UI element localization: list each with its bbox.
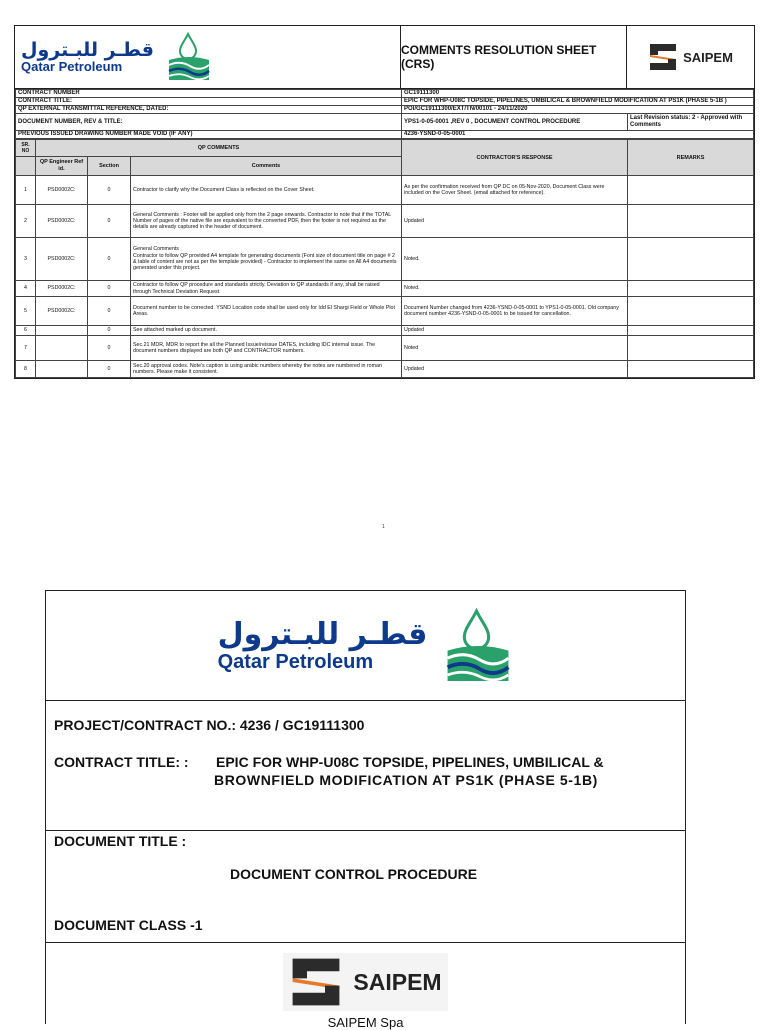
header-blank [16, 157, 36, 176]
row-remarks [628, 176, 754, 205]
row-response: Noted. [402, 281, 628, 297]
info-label: CONTRACT TITLE: [16, 98, 402, 106]
cover-sheet [45, 590, 686, 1030]
row-section: 0 [88, 336, 131, 361]
contract-title-label: CONTRACT TITLE: : [54, 754, 189, 770]
row-engineer-ref: PSD0002C: [36, 297, 88, 326]
row-remarks [628, 297, 754, 326]
row-section: 0 [88, 205, 131, 238]
cover-saipem-section [46, 943, 685, 1030]
row-response: Updated [402, 361, 628, 378]
row-response: Document Number changed from 4236-YSND-0-05-0001 to YPS1-0-05-0001. Old company document number 4236-YSND-0-05-0001 to be issued for cancellation. [402, 297, 628, 326]
info-label: CONTRACT NUMBER [16, 90, 402, 98]
document-class: DOCUMENT CLASS -1 [54, 917, 203, 933]
row-number: 7 [16, 336, 36, 361]
saipem-logo-text: SAIPEM [683, 49, 733, 65]
info-value: 4236-YSND-0-05-0001 [402, 131, 754, 139]
saipem-logo [283, 953, 447, 1011]
header-engineer-ref: QP Engineer Ref id. [36, 157, 88, 176]
row-engineer-ref: PSD0002C: [36, 281, 88, 297]
row-number: 3 [16, 238, 36, 281]
cover-document-section [46, 831, 685, 943]
header-sr-no: SR. NO [16, 140, 36, 157]
info-value: GC19111300 [402, 90, 754, 98]
document-title: DOCUMENT CONTROL PROCEDURE [230, 866, 478, 882]
row-section: 0 [88, 297, 131, 326]
crs-title: COMMENTS RESOLUTION SHEET (CRS) [401, 26, 627, 88]
project-contract-number: PROJECT/CONTRACT NO.: 4236 / GC19111300 [54, 717, 365, 733]
row-response: Noted. [402, 238, 628, 281]
row-comment: General Comments Contractor to follow QP provided A4 template for generating documents (Font size of document title on page # 2 & table of content are not as per the template provided) - Contractor to implement the same on All A4 documents generated under this project. [131, 238, 402, 281]
row-engineer-ref [36, 361, 88, 378]
row-remarks [628, 361, 754, 378]
row-number: 2 [16, 205, 36, 238]
qatar-petroleum-logo [21, 32, 212, 82]
row-response: As per the confirmation received from QP DC on 05-Nov-2020, Document Class were included on the Cover Sheet. (email attached for reference). [402, 176, 628, 205]
qp-logo-arabic: قطـر للبـترول [21, 39, 154, 61]
row-comment: Document number to be corrected. YSND Location code shall be used only for Idd El Shargi Field or Whole Plot Areas. [131, 297, 402, 326]
row-engineer-ref: PSD0002C: [36, 176, 88, 205]
revision-status: Last Revision status: 2 - Approved with Comments [628, 114, 754, 131]
row-comment: Contractor to follow QP procedure and standards strictly. Deviation to QP standards if any, shall be raised through Technical Deviation Request [131, 281, 402, 297]
row-section: 0 [88, 238, 131, 281]
info-row-document [16, 114, 754, 131]
row-remarks [628, 238, 754, 281]
row-response: Noted [402, 336, 628, 361]
qp-drop-wave-icon [443, 607, 513, 685]
row-engineer-ref [36, 336, 88, 361]
document-title-label: DOCUMENT TITLE : [54, 833, 187, 849]
row-engineer-ref [36, 326, 88, 336]
row-section: 0 [88, 176, 131, 205]
info-label: PREVIOUS ISSUED DRAWING NUMBER MADE VOID (IF ANY) [16, 131, 402, 139]
table-row [16, 326, 754, 336]
row-number: 6 [16, 326, 36, 336]
row-engineer-ref: PSD0002C: [36, 238, 88, 281]
table-row [16, 297, 754, 326]
row-section: 0 [88, 326, 131, 336]
row-response: Updated [402, 205, 628, 238]
info-row-transmittal [16, 106, 754, 114]
info-row-previous-drawing [16, 131, 754, 139]
row-number: 1 [16, 176, 36, 205]
qp-drop-wave-icon [166, 32, 212, 82]
page-number: 1 [382, 524, 385, 530]
saipem-company-name: SAIPEM Spa [327, 1015, 404, 1030]
comments-table-header [16, 140, 754, 157]
table-row [16, 176, 754, 205]
row-remarks [628, 205, 754, 238]
row-comment: General Comments : Footer will be applied only from the 2 page onwards. Contractor to note that if the TOTAL Number of pages of the native file are equivalent to the converted PDF, then the footer is not required as the details are already captured in the header of document. [131, 205, 402, 238]
info-label: QP EXTERNAL TRANSMITTAL REFERENCE, DATED: [16, 106, 402, 114]
row-comment: Sec.21 MDR, MDR to report the all the Planned Issue/reissue DATES, including IDC internal issue. The document numbers displayed are both QP and CONTRACTOR numbers. [131, 336, 402, 361]
row-remarks [628, 281, 754, 297]
saipem-logo-text: SAIPEM [353, 968, 442, 995]
qp-logo-arabic: قطـر للبـترول [217, 616, 428, 652]
table-row [16, 281, 754, 297]
row-remarks [628, 326, 754, 336]
saipem-logo-icon [289, 955, 343, 1009]
info-value: YPS1-0-05-0001 ,REV 0 , DOCUMENT CONTROL PROCEDURE [402, 114, 628, 131]
info-value: EPIC FOR WHP-U08C TOPSIDE, PIPELINES, UMBILICAL & BROWNFIELD MODIFICATION AT PS1K (PHASE 5-1B ) [402, 98, 754, 106]
info-row-contract-title [16, 98, 754, 106]
qatar-petroleum-logo [218, 607, 514, 685]
table-row [16, 336, 754, 361]
qp-logo-cell [15, 26, 401, 88]
table-row [16, 361, 754, 378]
row-engineer-ref: PSD0002C: [36, 205, 88, 238]
row-number: 5 [16, 297, 36, 326]
row-remarks [628, 336, 754, 361]
comments-resolution-sheet [14, 25, 755, 379]
qp-logo-latin: Qatar Petroleum [217, 650, 374, 673]
qp-logo-latin: Qatar Petroleum [21, 59, 123, 74]
row-comment: Contractor to clarify why the Document Class is reflected on the Cover Sheet. [131, 176, 402, 205]
header-comments: Comments [131, 157, 402, 176]
header-qp-comments: QP COMMENTS [36, 140, 402, 157]
row-section: 0 [88, 281, 131, 297]
header-contractor-response: CONTRACTOR'S RESPONSE [402, 140, 628, 176]
crs-header [15, 26, 754, 89]
saipem-logo-cell [627, 26, 754, 88]
saipem-logo-icon [648, 42, 678, 72]
info-label: DOCUMENT NUMBER, REV & TITLE: [16, 114, 402, 131]
header-section: Section [88, 157, 131, 176]
table-row [16, 238, 754, 281]
contract-title-line-2: BROWNFIELD MODIFICATION AT PS1K (PHASE 5-1B) [214, 772, 598, 788]
row-number: 8 [16, 361, 36, 378]
row-response: Updated [402, 326, 628, 336]
crs-info-table [15, 89, 754, 139]
row-number: 4 [16, 281, 36, 297]
comments-table [15, 139, 754, 378]
row-comment: Sec.20 approval codes. Note's caption is using arabic numbers whereby the notes are numbered in roman numbers. Please make it consistent. [131, 361, 402, 378]
cover-project-section [46, 701, 685, 831]
contract-title-line-1: EPIC FOR WHP-U08C TOPSIDE, PIPELINES, UMBILICAL & [216, 754, 604, 770]
info-row-contract-number [16, 90, 754, 98]
info-value: POI/GC19111300/EXT/TN/00101 - 24/11/2020 [402, 106, 754, 114]
cover-logo-section [46, 591, 685, 701]
row-comment: See attached marked up document. [131, 326, 402, 336]
header-remarks: REMARKS [628, 140, 754, 176]
row-section: 0 [88, 361, 131, 378]
table-row [16, 205, 754, 238]
